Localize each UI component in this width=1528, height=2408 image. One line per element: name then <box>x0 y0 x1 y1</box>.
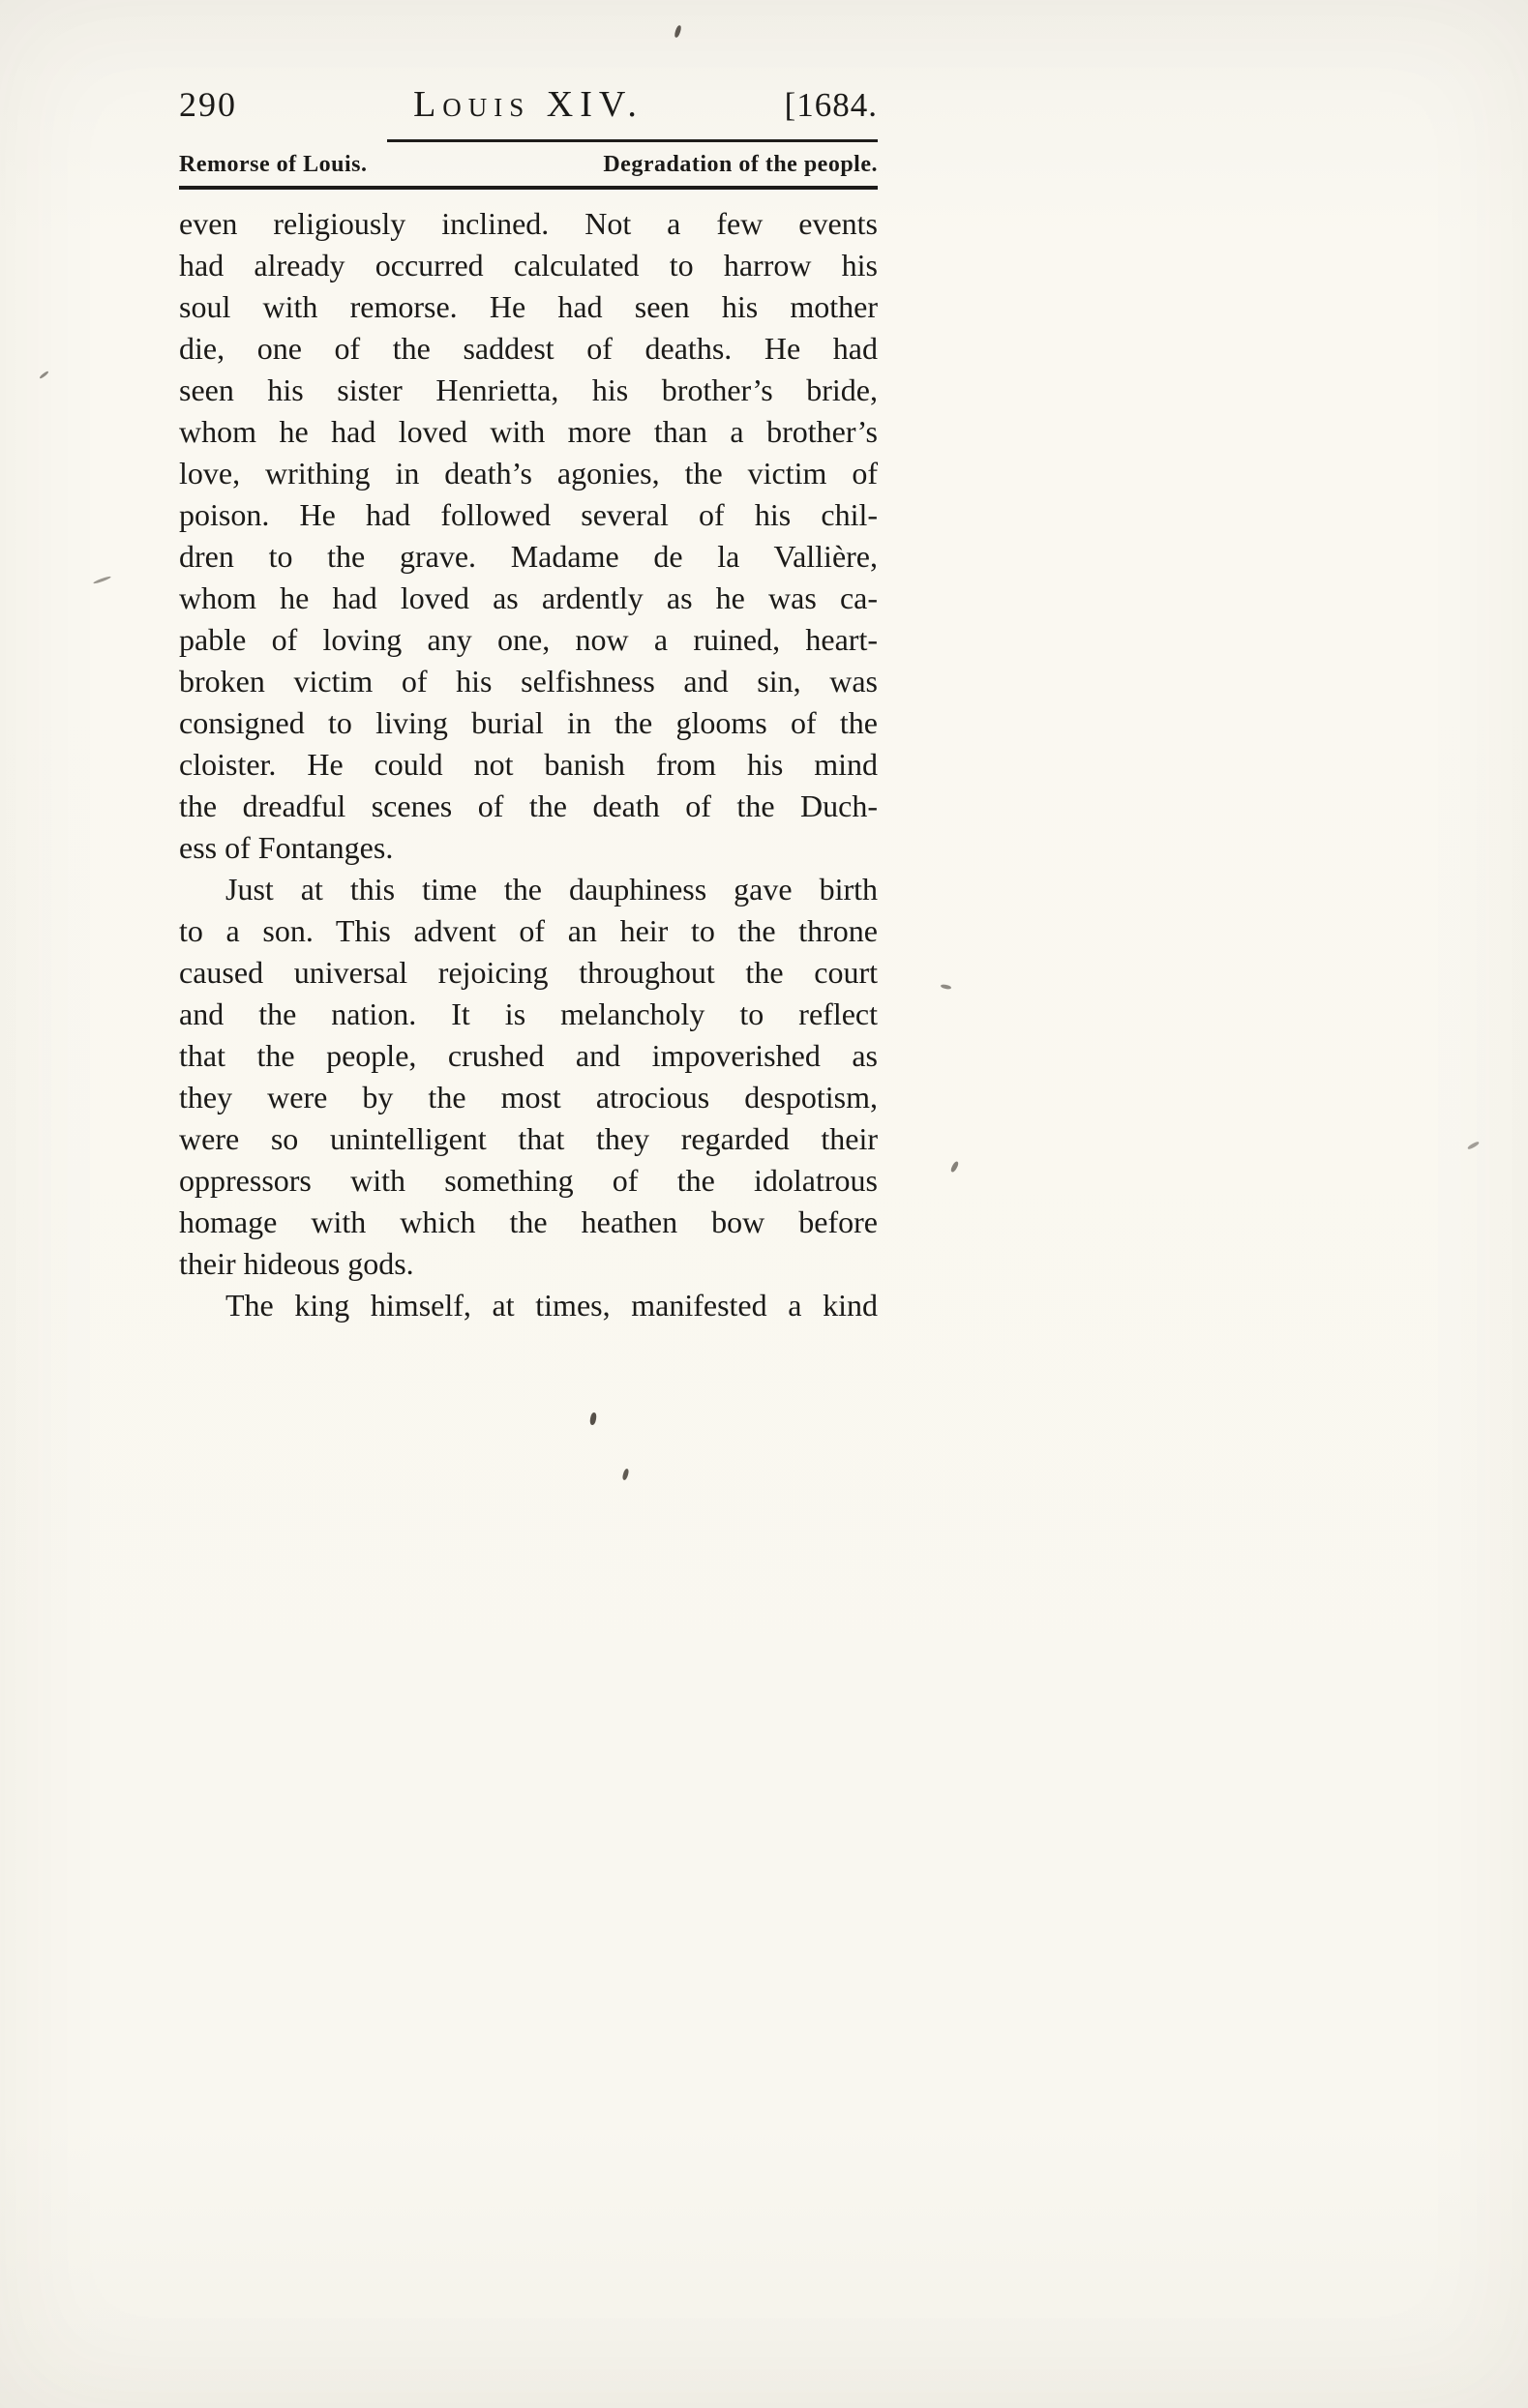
text-line: consigned to living burial in the glooms of the <box>179 705 878 740</box>
text-line: broken victim of his selfishness and sin, was <box>179 664 878 699</box>
text-line: oppressors with something of the idolatrous <box>179 1163 878 1198</box>
header-rule-bottom <box>179 186 878 190</box>
header-rule-top <box>387 139 878 142</box>
text-line: love, writhing in death’s agonies, the victim of <box>179 456 878 491</box>
text-line: die, one of the saddest of deaths. He had <box>179 331 878 366</box>
text-line: had already occurred calculated to harrow his <box>179 248 878 282</box>
scan-speck <box>949 1161 959 1174</box>
text-line: that the people, crushed and impoverished as <box>179 1038 878 1073</box>
text-line: caused universal rejoicing throughout the court <box>179 955 878 990</box>
paragraph <box>179 869 878 1285</box>
text-line: ess of Fontanges. <box>179 830 394 865</box>
page-title: Louis XIV. <box>413 84 644 125</box>
page-header <box>179 83 878 126</box>
text-line: they were by the most atrocious despotism, <box>179 1080 878 1115</box>
text-line: dren to the grave. Madame de la Vallière, <box>179 539 878 574</box>
text-line: cloister. He could not banish from his mind <box>179 747 878 782</box>
running-heads <box>179 152 878 178</box>
paragraph <box>179 1285 878 1326</box>
scan-speck <box>93 576 111 584</box>
text-line: Just at this time the dauphiness gave birth <box>225 872 878 907</box>
text-line: poison. He had followed several of his chil- <box>179 497 878 532</box>
scan-speck <box>589 1412 597 1426</box>
text-block <box>179 83 878 1326</box>
text-line: homage with which the heathen bow before <box>179 1204 878 1239</box>
scan-speck <box>621 1469 629 1481</box>
text-line: the dreadful scenes of the death of the Duch- <box>179 788 878 823</box>
scan-speck <box>1467 1141 1480 1150</box>
text-line: soul with remorse. He had seen his mother <box>179 289 878 324</box>
year-label: [1684. <box>784 86 878 124</box>
text-line: seen his sister Henrietta, his brother’s bride, <box>179 372 878 407</box>
text-line: whom he had loved with more than a brother’s <box>179 414 878 449</box>
text-line: and the nation. It is melancholy to reflect <box>179 996 878 1031</box>
running-head-right: Degradation of the people. <box>603 152 878 177</box>
text-line: to a son. This advent of an heir to the throne <box>179 913 878 948</box>
text-line: their hideous gods. <box>179 1246 414 1281</box>
paragraph <box>179 203 878 869</box>
running-head-left: Remorse of Louis. <box>179 152 368 177</box>
body-text <box>179 203 878 1326</box>
text-line: whom he had loved as ardently as he was ca- <box>179 580 878 615</box>
page-number: 290 <box>179 85 237 124</box>
scan-speck <box>39 371 49 379</box>
text-line: even religiously inclined. Not a few events <box>179 206 878 241</box>
text-line: The king himself, at times, manifested a kind <box>225 1288 878 1323</box>
text-line: pable of loving any one, now a ruined, heart- <box>179 622 878 657</box>
scan-speck <box>941 984 952 990</box>
scan-speck <box>674 25 682 39</box>
text-line: were so unintelligent that they regarded their <box>179 1121 878 1156</box>
